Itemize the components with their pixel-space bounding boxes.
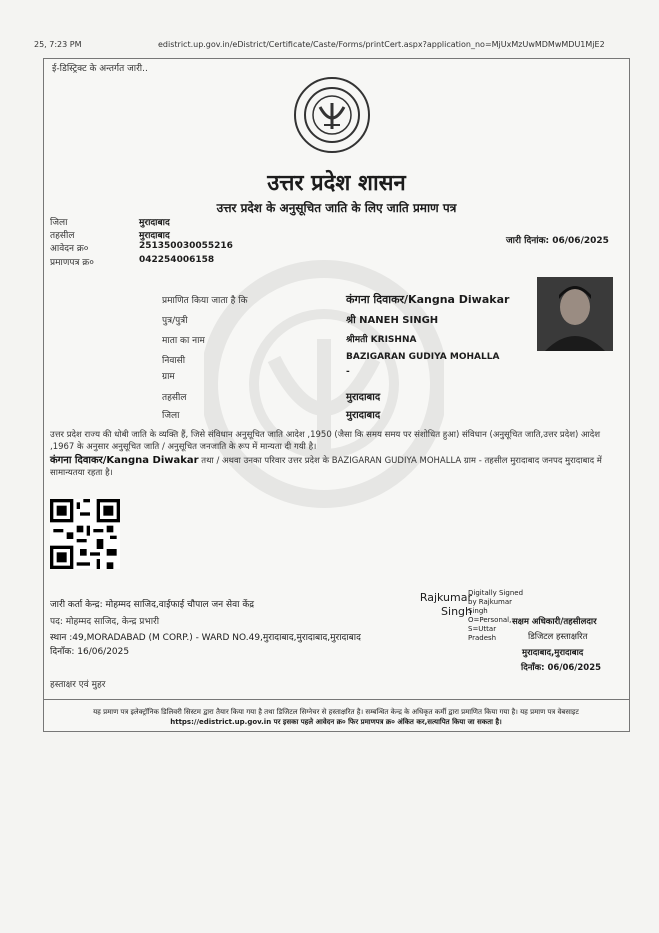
applicant-photo bbox=[537, 277, 613, 351]
caste-statement: उत्तर प्रदेश राज्य की धोबी जाति के व्यक्ति हैं, जिसे संविधान अनुसूचित जाति आदेश ,1950 (जैसा कि समय समय पर संशोधित हुआ) संविधान (अनुसूचित जाति,उत्तर प्रदेश) आदेश ,1967 के अनुसार अनुसूचित जाति / अनुसूचित जनजाति के रूप में मान्यता दी गयी है। bbox=[50, 430, 601, 452]
detail-label-village: ग्राम bbox=[162, 372, 175, 382]
meta-value-district: मुरादाबाद bbox=[139, 218, 170, 228]
issuer-post: पद: मोहम्मद साजिद, केन्द्र प्रभारी bbox=[50, 617, 160, 627]
certificate-title: उत्तर प्रदेश शासन bbox=[267, 170, 406, 196]
print-time: 25, 7:23 PM bbox=[34, 40, 82, 49]
signature-seal-label: हस्ताक्षर एवं मुहर bbox=[50, 680, 106, 690]
detail-value-mother: श्रीमती KRISHNA bbox=[346, 335, 417, 345]
meta-label-district: जिला bbox=[50, 218, 68, 228]
footer-divider bbox=[44, 699, 629, 700]
authority-title: सक्षम अधिकारी/तहसीलदार bbox=[512, 617, 597, 627]
detail-value-resident: BAZIGARAN GUDIYA MOHALLA bbox=[346, 352, 500, 362]
issuer-center: जारी कर्ता केन्द्र: मोहम्मद साजिद,वाईफाई चौपाल जन सेवा केंद्र bbox=[50, 600, 255, 610]
detail-value-village: - bbox=[346, 367, 350, 377]
detail-value-district: मुरादाबाद bbox=[346, 410, 381, 421]
authority-place: मुरादाबाद,मुरादाबाद bbox=[522, 648, 584, 658]
detail-label-mother: माता का नाम bbox=[162, 336, 205, 346]
up-emblem-icon bbox=[294, 77, 370, 153]
residence-statement bbox=[50, 455, 620, 479]
qr-code-icon bbox=[50, 499, 120, 569]
certificate bbox=[43, 58, 630, 732]
detail-value-tehsil: मुरादाबाद bbox=[346, 392, 381, 403]
detail-value-name: कंगना दिवाकर/Kangna Diwakar bbox=[346, 293, 510, 306]
footer-line-2: https://edistrict.up.gov.in पर इसका पहले आवेदन क्र० फिर प्रमाणपत्र क्र० अंकित कर,सत्यापित किया जा सकता है। bbox=[170, 718, 502, 726]
detail-value-father: श्री NANEH SINGH bbox=[346, 315, 439, 326]
meta-value-application-no: 251350030055216 bbox=[139, 241, 233, 251]
detail-label-child-of: पुत्र/पुत्री bbox=[162, 316, 188, 326]
meta-label-tehsil: तहसील bbox=[50, 231, 75, 241]
footer-line-1: यह प्रमाण पत्र इलेक्ट्रॉनिक डिलिवरी सिस्टम द्वारा तैयार किया गया है तथा डिजिटल सिग्नेचर से हस्ताक्षरित है। सम्बन्धित केन्द्र के अधिकृत कर्मी द्वारा प्रमाणित किया गया है। यह प्रमाण पत्र वेबसाइट bbox=[93, 708, 579, 716]
meta-label-application-no: आवेदन क्र० bbox=[50, 244, 89, 254]
issue-date: जारी दिनांक: 06/06/2025 bbox=[506, 236, 609, 246]
authority-date: दिनाँक: 06/06/2025 bbox=[521, 663, 602, 673]
meta-value-tehsil: मुरादाबाद bbox=[139, 231, 170, 241]
detail-label-certified: प्रमाणित किया जाता है कि bbox=[162, 296, 248, 306]
detail-label-district: जिला bbox=[162, 411, 180, 421]
signer-name: Rajkumar Singh bbox=[419, 591, 472, 618]
residence-text: तथा / अथवा उनका परिवार उत्तर प्रदेश के BAZIGARAN GUDIYA MOHALLA ग्राम - तहसील मुरादाबाद जनपद मुरादाबाद में सामान्यतया रहता है। bbox=[50, 456, 602, 478]
signature-details: Digitally Signed by Rajkumar Singh O=Personal, S=Uttar Pradesh bbox=[468, 589, 524, 642]
print-url: edistrict.up.gov.in/eDistrict/Certificate/Caste/Forms/printCert.aspx?application_no=MjUxMzUwMDMwMDU1MjE2 bbox=[158, 40, 605, 49]
authority-digital: डिजिटल हस्ताक्षरित bbox=[528, 632, 588, 642]
applicant-name-inline: कंगना दिवाकर/Kangna Diwakar bbox=[50, 455, 199, 466]
detail-label-tehsil: तहसील bbox=[162, 393, 187, 403]
certificate-subtitle: उत्तर प्रदेश के अनुसूचित जाति के लिए जाति प्रमाण पत्र bbox=[216, 201, 457, 215]
detail-label-resident: निवासी bbox=[162, 356, 186, 366]
edistrict-note: ई-डिस्ट्रिक्ट के अन्तर्गत जारी.. bbox=[52, 64, 148, 74]
meta-value-certificate-no: 042254006158 bbox=[139, 255, 215, 265]
issuer-date: दिनाँक: 16/06/2025 bbox=[50, 647, 130, 657]
issuer-place: स्थान :49,MORADABAD (M CORP.) - WARD NO.49,मुरादाबाद,मुरादाबाद,मुरादाबाद bbox=[50, 633, 361, 643]
meta-label-certificate-no: प्रमाणपत्र क्र० bbox=[50, 258, 94, 268]
